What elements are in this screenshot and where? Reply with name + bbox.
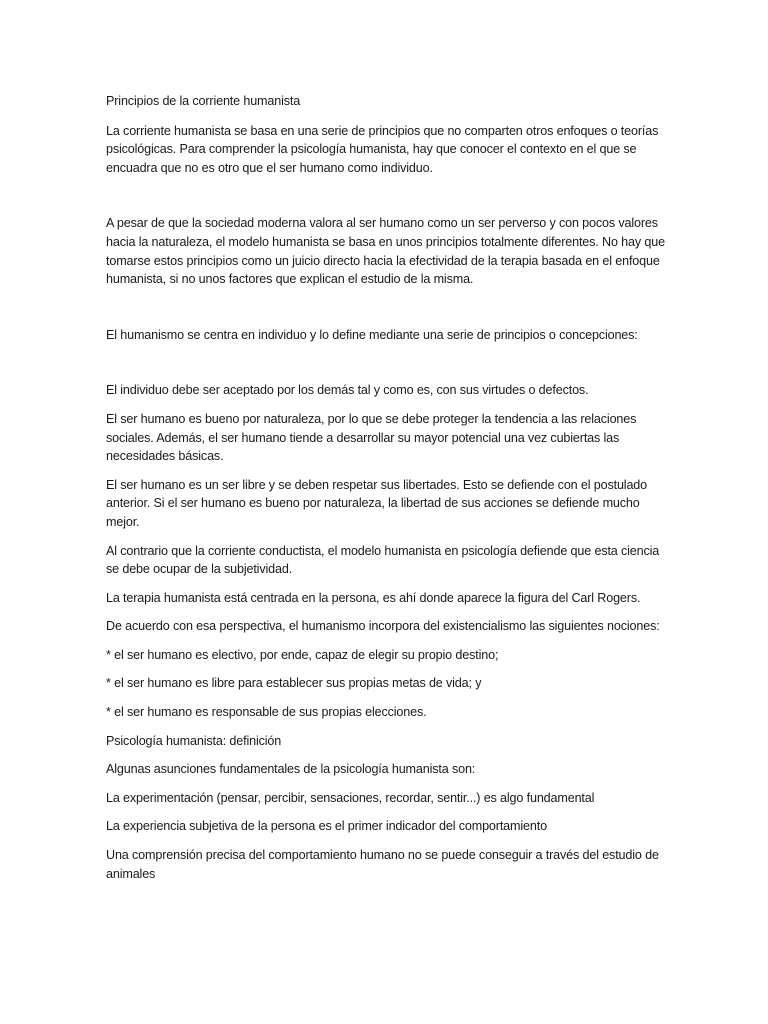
paragraph-principle-goodness: El ser humano es bueno por naturaleza, por lo que se debe proteger la tendencia a las relaciones sociales. Además, el ser humano tiende a desarrollar su mayor potencial una vez cubiertas las necesidades básicas. [106, 411, 637, 464]
paragraph-subjectivity: Al contrario que la corriente conductista, el modelo humanista en psicología defiende que esta ciencia se debe ocupar de la subjetividad. [106, 543, 660, 577]
paragraph-principle-acceptance: El individuo debe ser aceptado por los demás tal y como es, con sus virtudes o defectos. [106, 383, 589, 398]
paragraph-principle-freedom: El ser humano es un ser libre y se deben respetar sus libertades. Esto se defiende con el postulado anterior. Si el ser humano es bueno por naturaleza, la libertad de sus acciones se defiende mucho mejor. [106, 477, 648, 529]
list-item-elective: * el ser humano es electivo, por ende, capaz de elegir su propio destino; [106, 647, 499, 662]
paragraph-assumptions-lead: Algunas asunciones fundamentales de la psicología humanista son: [106, 762, 476, 777]
paragraph-principles-lead: El humanismo se centra en individuo y lo define mediante una serie de principios o concepciones: [106, 327, 638, 342]
paragraph-intro: La corriente humanista se basa en una serie de principios que no comparten otros enfoques o teorías psicológicas. Para comprender la psicología humanista, hay que conocer el contexto en el que se encuadra que no es otro que el ser humano como individuo. [106, 123, 659, 175]
paragraph-carl-rogers: La terapia humanista está centrada en la persona, es ahí donde aparece la figura del Carl Rogers. [106, 590, 641, 605]
section-title: Principios de la corriente humanista [106, 94, 301, 108]
paragraph-subjective-experience: La experiencia subjetiva de la persona es el primer indicador del comportamiento [106, 819, 547, 834]
list-item-free: * el ser humano es libre para establecer sus propias metas de vida; y [106, 676, 482, 691]
subheading-definition: Psicología humanista: definición [106, 733, 282, 748]
paragraph-animal-study: Una comprensión precisa del comportamiento humano no se puede conseguir a través del estudio de animales [106, 848, 659, 881]
paragraph-context: A pesar de que la sociedad moderna valora al ser humano como un ser perverso y con pocos valores hacia la naturaleza, el modelo humanista se basa en unos principios totalmente diferentes. No hay que tomarse estos principios como un juicio directo hacia la efectividad de la terapia basada en el enfoque humanista, si no unos factores que explican el estudio de la misma. [106, 216, 665, 287]
list-item-responsible: * el ser humano es responsable de sus propias elecciones. [106, 705, 427, 720]
paragraph-experimentation: La experimentación (pensar, percibir, sensaciones, recordar, sentir...) es algo fundamental [106, 790, 595, 805]
paragraph-existentialism: De acuerdo con esa perspectiva, el humanismo incorpora del existencialismo las siguientes nociones: [106, 619, 660, 634]
document-body [106, 92, 666, 893]
